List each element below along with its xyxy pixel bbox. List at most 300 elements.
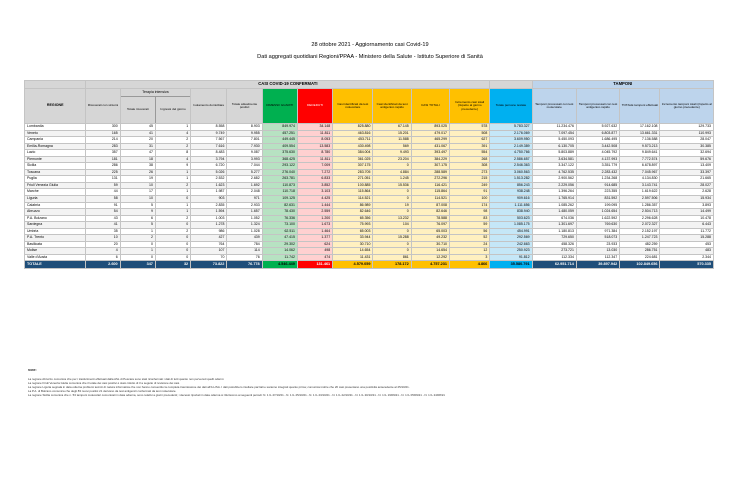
cell-positivi: 76 — [227, 254, 262, 261]
cell-ti-ingressi: 0 — [155, 248, 190, 255]
cell-incremento: 268 — [449, 156, 489, 163]
cell-antigenico: 569 — [373, 143, 411, 150]
total-dimessi: 4.546.449 — [262, 261, 297, 269]
cell-dimessi: 457.251 — [262, 130, 297, 137]
cell-dimessi: 409.554 — [262, 143, 297, 150]
header-spacer — [490, 81, 532, 89]
cell-deceduti: 1.464 — [297, 228, 332, 235]
cell-ti-totale: 26 — [120, 169, 155, 176]
cell-casi-totali: 479.017 — [411, 130, 449, 137]
cell-dimessi: 47.415 — [262, 235, 297, 242]
cell-ti-ingressi: 1 — [155, 189, 190, 196]
band-tamponi: TAMPONI — [532, 81, 713, 89]
total-positivi: 76.778 — [227, 261, 262, 269]
cell-ti-ingressi: 4 — [155, 130, 190, 137]
cell-tamponi-totale: 2.152.197 — [620, 228, 660, 235]
cell-incremento: 391 — [449, 143, 489, 150]
cell-isolamento: 1.278 — [191, 222, 227, 229]
cell-tamponi-incremento: 3.893 — [660, 202, 714, 209]
cell-ricoverati: 10 — [86, 235, 120, 242]
cell-incremento: 56 — [449, 228, 489, 235]
cell-tamponi-antigenico: 831.592 — [576, 196, 619, 203]
cell-casi-totali: 116.421 — [411, 182, 449, 189]
col-regione: REGIONE — [25, 89, 86, 124]
cell-isolamento: 5.026 — [191, 169, 227, 176]
cell-tamponi-totale: 7.772.574 — [620, 156, 660, 163]
cell-tamponi-molecolare: 1.180.813 — [532, 228, 576, 235]
cell-tamponi-incremento: 129.733 — [660, 124, 714, 131]
cell-testati: 250.923 — [490, 248, 532, 255]
cell-molecolare: 307.175 — [333, 163, 373, 170]
cell-tamponi-incremento: 30.385 — [660, 143, 714, 150]
cell-tamponi-incremento: 2.344 — [660, 254, 714, 261]
cell-antigenico: 0 — [373, 209, 411, 216]
cell-ricoverati: 131 — [86, 176, 120, 183]
cell-casi-totali: 65.003 — [411, 228, 449, 235]
cell-testati: 2.546.363 — [490, 163, 532, 170]
cell-antigenico: 19 — [373, 202, 411, 209]
total-tamponi-totale: 102.849.656 — [620, 261, 660, 269]
report-title: 28 ottobre 2021 - Aggiornamento casi Covid-19 — [311, 42, 429, 48]
cell-antigenico: 4.884 — [373, 169, 411, 176]
cell-tamponi-molecolare: 3.634.581 — [532, 156, 576, 163]
cell-deceduti: 7.272 — [297, 169, 332, 176]
cell-isolamento: 6.720 — [191, 163, 227, 170]
cell-tamponi-molecolare: 3.347.122 — [532, 163, 576, 170]
cell-positivi: 2.933 — [227, 202, 262, 209]
cell-casi-totali: 76.097 — [411, 222, 449, 229]
cell-deceduti: 8.053 — [297, 137, 332, 144]
cell-isolamento: 1.987 — [191, 189, 227, 196]
cell-regione: Abruzzo — [25, 209, 86, 216]
cell-ti-totale: 0 — [120, 254, 155, 261]
cell-deceduti: 474 — [297, 254, 332, 261]
cell-molecolare: 453.711 — [333, 137, 373, 144]
cell-tamponi-incremento: 110.993 — [660, 130, 714, 137]
cell-ti-ingressi: 0 — [155, 235, 190, 242]
cell-ricoverati: 58 — [86, 196, 120, 203]
cell-casi-totali: 893.025 — [411, 124, 449, 131]
cell-tamponi-totale: 1.247.723 — [620, 235, 660, 242]
cell-tamponi-incremento: 14.499 — [660, 209, 714, 216]
cell-isolamento: 7.616 — [191, 143, 227, 150]
cell-testati: 2.176.069 — [490, 130, 532, 137]
cell-incremento: 100 — [449, 196, 489, 203]
cell-positivi: 439 — [227, 235, 262, 242]
cell-antigenico: 0 — [373, 248, 411, 255]
cell-positivi: 1.052 — [227, 215, 262, 222]
cell-testati: 1.111.656 — [490, 202, 532, 209]
report-subtitle: Dati aggregati quotidiani Regioni/PPAA - Ministero della Salute - Istituto Superiore di Sanità — [257, 54, 483, 60]
cell-casi-totali: 465.299 — [411, 137, 449, 144]
cell-casi-totali: 12.292 — [411, 254, 449, 261]
cell-incremento: 83 — [449, 215, 489, 222]
cell-molecolare: 283.705 — [333, 169, 373, 176]
cell-dimessi: 276.040 — [262, 169, 297, 176]
cell-regione: P.A. Trento — [25, 235, 86, 242]
cell-dimessi: 109.125 — [262, 196, 297, 203]
col-ricoverati: Ricoverati con sintomi — [86, 89, 120, 124]
cell-ricoverati: 286 — [86, 163, 120, 170]
cell-incremento: 98 — [449, 209, 489, 216]
cell-dimessi: 29.302 — [262, 241, 297, 248]
cell-ricoverati: 300 — [86, 124, 120, 131]
cell-ti-ingressi: 1 — [155, 124, 190, 131]
cell-tamponi-molecolare: 2.229.056 — [532, 182, 576, 189]
cell-dimessi: 62.511 — [262, 228, 297, 235]
cell-testati: 1.085.175 — [490, 222, 532, 229]
cell-ti-totale: 19 — [120, 176, 155, 183]
total-casi-totali: 4.757.231 — [411, 261, 449, 269]
total-regione: TOTALE — [25, 261, 86, 269]
cell-regione: Umbria — [25, 228, 86, 235]
cell-incremento: 554 — [449, 150, 489, 157]
total-testati: 35.580.791 — [490, 261, 532, 269]
cell-positivi: 7.801 — [227, 137, 262, 144]
cell-regione: Calabria — [25, 202, 86, 209]
cell-testati: 91.812 — [490, 254, 532, 261]
cell-ricoverati: 214 — [86, 137, 120, 144]
cell-isolamento: 8.483 — [191, 150, 227, 157]
cell-tamponi-totale: 13.661.331 — [620, 130, 660, 137]
cell-tamponi-incremento: 2.628 — [660, 189, 714, 196]
cell-tamponi-incremento: 15.288 — [660, 235, 714, 242]
cell-ti-totale: 17 — [120, 189, 155, 196]
cell-regione: Marche — [25, 189, 86, 196]
cell-tamponi-molecolare: 7.097.454 — [532, 130, 576, 137]
total-tamponi-molecolare: 62.951.714 — [532, 261, 576, 269]
cell-deceduti: 11.811 — [297, 156, 332, 163]
cell-molecolare: 30.710 — [333, 241, 373, 248]
cell-positivi: 7.044 — [227, 163, 262, 170]
cell-tamponi-incremento: 11.772 — [660, 228, 714, 235]
col-tamponi-antigenico: Tamponi processati con test antigenico rapido — [576, 89, 619, 124]
cell-molecolare: 825.880 — [333, 124, 373, 131]
total-ti-totale: 347 — [120, 261, 155, 269]
cell-ti-ingressi: 0 — [155, 254, 190, 261]
cell-ricoverati: 35 — [86, 228, 120, 235]
cell-regione: Valle d'Aosta — [25, 254, 86, 261]
cell-casi-totali: 87.008 — [411, 202, 449, 209]
cell-ti-totale: 20 — [120, 137, 155, 144]
cell-tamponi-totale: 1.619.622 — [620, 189, 660, 196]
cell-antigenico: 0 — [373, 196, 411, 203]
cell-tamponi-molecolare: 273.721 — [532, 248, 576, 255]
cell-incremento: 215 — [449, 176, 489, 183]
cell-isolamento: 7.567 — [191, 137, 227, 144]
cell-antigenico: 11.588 — [373, 137, 411, 144]
cell-ti-totale: 10 — [120, 196, 155, 203]
cell-deceduti: 4.425 — [297, 196, 332, 203]
cell-positivi: 1.028 — [227, 228, 262, 235]
cell-deceduti: 498 — [297, 248, 332, 255]
cell-positivi: 2.048 — [227, 189, 262, 196]
cell-isolamento: 8.558 — [191, 124, 227, 131]
covid-cases-table — [24, 80, 714, 269]
cell-deceduti: 1.444 — [297, 202, 332, 209]
cell-tamponi-totale: 3.143.741 — [620, 182, 660, 189]
cell-tamponi-totale: 17.162.108 — [620, 124, 660, 131]
cell-molecolare: 114.521 — [333, 196, 373, 203]
cell-antigenico: 861 — [373, 254, 411, 261]
cell-isolamento: 1.594 — [191, 209, 227, 216]
cell-regione: Piemonte — [25, 156, 86, 163]
cell-tamponi-antigenico: 223.355 — [576, 189, 619, 196]
cell-tamponi-molecolare: 1.396.264 — [532, 189, 576, 196]
cell-tamponi-molecolare: 6.130.705 — [532, 143, 576, 150]
cell-ti-totale: 1 — [120, 228, 155, 235]
cell-tamponi-antigenico: 199.095 — [576, 202, 619, 209]
cell-ricoverati: 41 — [86, 222, 120, 229]
cell-deceduti: 1.673 — [297, 222, 332, 229]
cell-dimessi: 78.430 — [262, 209, 297, 216]
cell-positivi: 8.903 — [227, 124, 262, 131]
cell-casi-totali: 272.296 — [411, 176, 449, 183]
cell-deceduti: 624 — [297, 241, 332, 248]
cell-molecolare: 271.051 — [333, 176, 373, 183]
cell-ti-ingressi: 1 — [155, 202, 190, 209]
cell-ricoverati: 165 — [86, 130, 120, 137]
cell-positivi: 7.930 — [227, 143, 262, 150]
cell-isolamento: 107 — [191, 248, 227, 255]
cell-incremento: 508 — [449, 130, 489, 137]
cell-regione: Emilia-Romagna — [25, 143, 86, 150]
cell-testati: 3.060.563 — [490, 169, 532, 176]
total-row — [25, 261, 714, 269]
cell-testati: 503.623 — [490, 215, 532, 222]
cell-molecolare: 65.356 — [333, 215, 373, 222]
cell-deceduti: 11.811 — [297, 130, 332, 137]
cell-tamponi-antigenico: 1.024.654 — [576, 209, 619, 216]
cell-incremento: 59 — [449, 222, 489, 229]
cell-ti-ingressi: 2 — [155, 228, 190, 235]
cell-molecolare: 82.646 — [333, 209, 373, 216]
cell-tamponi-molecolare: 5.803.889 — [532, 150, 576, 157]
total-tamponi-antigenico: 39.897.942 — [576, 261, 619, 269]
cell-ti-totale: 31 — [120, 143, 155, 150]
cell-tamponi-antigenico: 23.933 — [576, 241, 619, 248]
cell-tamponi-antigenico: 1.234.268 — [576, 176, 619, 183]
cell-tamponi-antigenico: 5.927.632 — [576, 124, 619, 131]
total-molecolare: 4.579.059 — [333, 261, 373, 269]
cell-antigenico: 0 — [373, 189, 411, 196]
cell-tamponi-totale: 2.296.628 — [620, 215, 660, 222]
cell-dimessi: 110.873 — [262, 182, 297, 189]
cell-testati: 4.750.766 — [490, 150, 532, 157]
cell-casi-totali: 393.497 — [411, 150, 449, 157]
cell-antigenico: 13.232 — [373, 215, 411, 222]
cell-incremento: 12 — [449, 248, 489, 255]
total-tamponi-incremento: 570.335 — [660, 261, 714, 269]
cell-deceduti: 3.103 — [297, 189, 332, 196]
cell-molecolare: 463.816 — [333, 130, 373, 137]
cell-incremento: 91 — [449, 189, 489, 196]
cell-ti-ingressi: 2 — [155, 137, 190, 144]
cell-tamponi-antigenico: 518.073 — [576, 235, 619, 242]
cell-deceduti: 8.780 — [297, 150, 332, 157]
cell-tamponi-molecolare: 4.762.535 — [532, 169, 576, 176]
cell-positivi: 971 — [227, 196, 262, 203]
cell-casi-totali: 82.646 — [411, 209, 449, 216]
cell-molecolare: 115.864 — [333, 189, 373, 196]
cell-ricoverati: 91 — [86, 202, 120, 209]
cell-testati: 1.513.282 — [490, 176, 532, 183]
cell-tamponi-totale: 2.072.327 — [620, 222, 660, 229]
cell-ti-ingressi: 0 — [155, 222, 190, 229]
cell-positivi: 784 — [227, 241, 262, 248]
cell-tamponi-antigenico: 13.030 — [576, 248, 619, 255]
cell-ricoverati: 4 — [86, 248, 120, 255]
cell-ti-totale: 45 — [120, 124, 155, 131]
col-ti-ingressi: Ingressi del giorno — [160, 107, 186, 112]
cell-tamponi-molecolare: 674.036 — [532, 215, 576, 222]
note-line: La P.A. di Bolzano comunica che degli 83 nuovi positivi 21 derivano da test antigenici confermati da test molecolare. — [28, 389, 177, 393]
cell-tamponi-antigenico: 1.686.495 — [576, 137, 619, 144]
cell-ti-totale: 5 — [120, 222, 155, 229]
cell-tamponi-antigenico: 3.442.508 — [576, 143, 619, 150]
cell-ti-totale: 9 — [120, 209, 155, 216]
cell-tamponi-totale: 286.751 — [620, 248, 660, 255]
cell-dimessi: 293.122 — [262, 163, 297, 170]
cell-testati: 3.609.950 — [490, 137, 532, 144]
cell-casi-totali: 114.521 — [411, 196, 449, 203]
cell-antigenico: 0 — [373, 163, 411, 170]
cell-ti-totale: 47 — [120, 150, 155, 157]
notes-title: Note: — [28, 369, 37, 372]
cell-casi-totali: 115.864 — [411, 189, 449, 196]
cell-positivi: 114 — [227, 248, 262, 255]
cell-positivi: 9.955 — [227, 130, 262, 137]
cell-positivi: 3.993 — [227, 156, 262, 163]
cell-tamponi-incremento: 6.443 — [660, 222, 714, 229]
cell-deceduti: 13.583 — [297, 143, 332, 150]
cell-deceduti: 34.148 — [297, 124, 332, 131]
cell-molecolare: 384.004 — [333, 150, 373, 157]
cell-deceduti: 1.200 — [297, 215, 332, 222]
cell-regione: Puglia — [25, 176, 86, 183]
cell-ti-totale: 6 — [120, 215, 155, 222]
col-incremento: Incremento casi totali (rispetto al giorno precedente) — [449, 89, 489, 124]
cell-regione: Sardegna — [25, 222, 86, 229]
cell-tamponi-molecolare: 5.450.093 — [532, 137, 576, 144]
cell-deceduti: 3.852 — [297, 182, 332, 189]
total-deceduti: 131.461 — [297, 261, 332, 269]
cell-tamponi-totale: 2.597.506 — [620, 196, 660, 203]
cell-casi-totali: 49.232 — [411, 235, 449, 242]
cell-regione: Lombardia — [25, 124, 86, 131]
cell-dimessi: 449.445 — [262, 137, 297, 144]
cell-ti-ingressi: 9 — [155, 163, 190, 170]
cell-antigenico: 67.145 — [373, 124, 411, 131]
total-ti-ingressi: 32 — [155, 261, 190, 269]
cell-dimessi: 849.974 — [262, 124, 297, 131]
cell-isolamento: 1.623 — [191, 182, 227, 189]
cell-ricoverati: 181 — [86, 156, 120, 163]
total-isolamento: 73.822 — [191, 261, 227, 269]
col-positivi: Totale attualmente positivi — [227, 89, 262, 124]
cell-tamponi-antigenico: 112.347 — [576, 254, 619, 261]
cell-tamponi-incremento: 28.027 — [660, 182, 714, 189]
total-incremento: 4.866 — [449, 261, 489, 269]
col-testati: Totale persone testate — [490, 89, 532, 124]
col-tamponi-molecolare: Tamponi processati con test molecolare — [532, 89, 576, 124]
cell-testati: 454.991 — [490, 228, 532, 235]
terapia-intensiva-label: Terapia intensiva — [121, 89, 191, 97]
cell-deceduti: 1.377 — [297, 235, 332, 242]
total-antigenico: 178.172 — [373, 261, 411, 269]
cell-ti-ingressi: 0 — [155, 241, 190, 248]
cell-tamponi-antigenico: 914.685 — [576, 182, 619, 189]
cell-deceduti: 2.559 — [297, 209, 332, 216]
cell-positivi: 1.692 — [227, 182, 262, 189]
header-spacer — [25, 81, 86, 89]
cell-deceduti: 7.009 — [297, 163, 332, 170]
cell-antigenico: 15.201 — [373, 130, 411, 137]
cell-ti-totale: 41 — [120, 130, 155, 137]
cell-tamponi-totale: 4.134.830 — [620, 176, 660, 183]
cell-isolamento: 9.749 — [191, 130, 227, 137]
cell-ti-ingressi: 2 — [155, 143, 190, 150]
cell-molecolare: 65.003 — [333, 228, 373, 235]
cell-isolamento: 427 — [191, 235, 227, 242]
col-casi-totali: CASI TOTALI — [411, 89, 449, 124]
cell-regione: Sicilia — [25, 163, 86, 170]
cell-incremento: 308 — [449, 163, 489, 170]
col-ti-totale: Totale ricoverati — [121, 97, 156, 123]
cell-ti-ingressi: 1 — [155, 169, 190, 176]
cell-ricoverati: 44 — [86, 189, 120, 196]
cell-ti-ingressi: 2 — [155, 182, 190, 189]
col-molecolare: Casi identificati da test molecolare — [333, 89, 373, 124]
cell-incremento: 52 — [449, 235, 489, 242]
cell-tamponi-incremento: 10.478 — [660, 215, 714, 222]
col-deceduti: DECEDUTI — [297, 89, 332, 124]
cell-antigenico: 15.536 — [373, 182, 411, 189]
col-tamponi-totale: TOTALE tamponi effettuati — [620, 89, 660, 124]
cell-dimessi: 110.718 — [262, 189, 297, 196]
cell-tamponi-antigenico: 4.137.993 — [576, 156, 619, 163]
cell-regione: Friuli Venezia Giulia — [25, 182, 86, 189]
cell-ricoverati: 283 — [86, 143, 120, 150]
cell-tamponi-molecolare: 1.765.914 — [532, 196, 576, 203]
cell-molecolare: 33.944 — [333, 235, 373, 242]
cell-antigenico: 104 — [373, 222, 411, 229]
cell-positivi: 1.324 — [227, 222, 262, 229]
cell-antigenico: 0 — [373, 228, 411, 235]
col-antigenico: Casi identificati da test antigenico rapido — [373, 89, 411, 124]
cell-ricoverati: 6 — [86, 254, 120, 261]
cell-tamponi-totale: 9.849.641 — [620, 150, 660, 157]
cell-ricoverati: 20 — [86, 241, 120, 248]
cell-tamponi-incremento: 33.397 — [660, 169, 714, 176]
cell-molecolare: 86.989 — [333, 202, 373, 209]
cell-ti-totale: 18 — [120, 156, 155, 163]
cell-testati: 938.248 — [490, 189, 532, 196]
notes-section — [28, 369, 588, 397]
cell-tamponi-antigenico: 2.283.432 — [576, 169, 619, 176]
cell-dimessi: 82.631 — [262, 202, 297, 209]
cell-ti-totale: 1 — [120, 248, 155, 255]
cell-tamponi-molecolare: 458.326 — [532, 241, 576, 248]
cell-tamponi-incremento: 32.694 — [660, 150, 714, 157]
cell-tamponi-molecolare: 1.480.059 — [532, 209, 576, 216]
cell-tamponi-molecolare: 11.234.476 — [532, 124, 576, 131]
cell-incremento: 3 — [449, 254, 489, 261]
cell-ti-totale: 2 — [120, 235, 155, 242]
cell-isolamento: 903 — [191, 196, 227, 203]
col-terapia-intensiva — [120, 89, 191, 124]
cell-casi-totali: 384.229 — [411, 156, 449, 163]
